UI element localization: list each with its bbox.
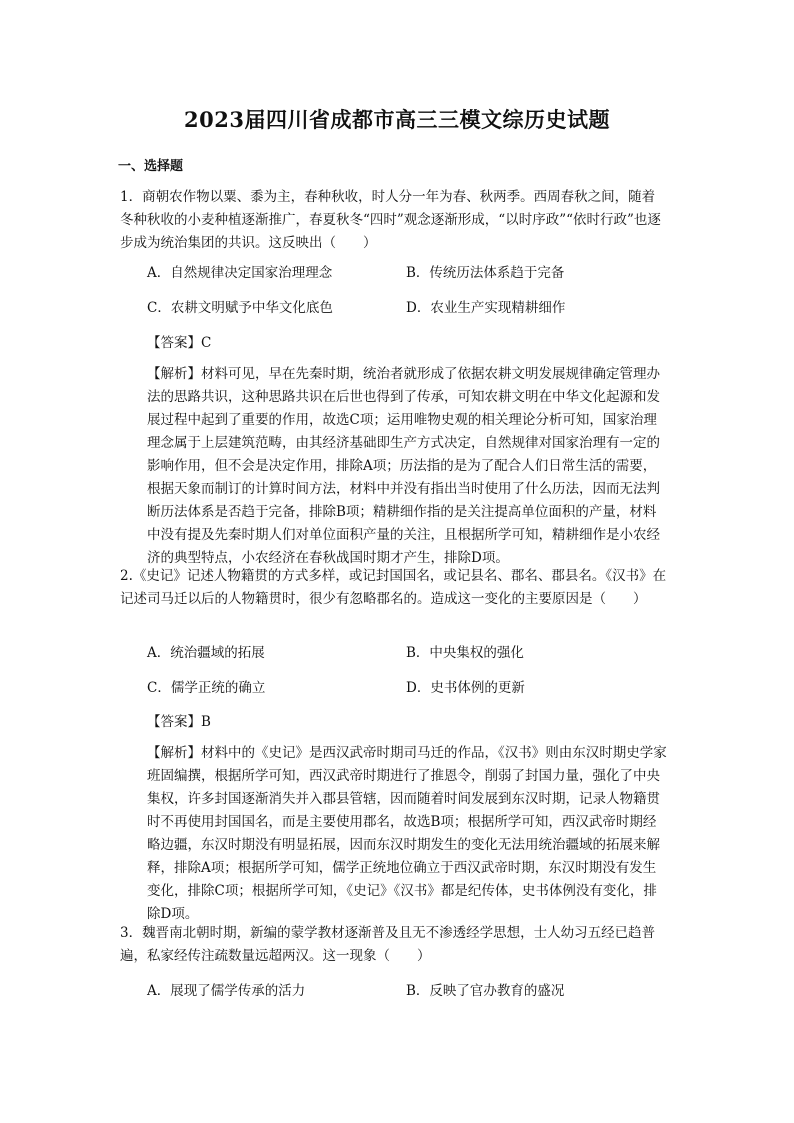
section-heading: 一、选择题: [118, 159, 184, 174]
question-1-option-b: B．传统历法体系趋于完备: [406, 265, 565, 281]
question-3-option-a: A．展现了儒学传承的活力: [147, 983, 306, 999]
question-3-stem: 3．魏晋南北朝时期，新编的蒙学教材逐渐普及且无不渗透经学思想，士人幼习五经已趋普遍，私家经传注疏数量远超两汉。这一现象（ ）: [120, 925, 656, 964]
question-2-stem: 2.《史记》记述人物籍贯的方式多样，或记封国国名，或记县名、郡名、郡县名。《汉书》在记述司马迁以后的人物籍贯时，很少有忽略郡名的。造成这一变化的主要原因是（ ）: [120, 568, 667, 607]
question-1-option-c: C．农耕文明赋予中华文化底色: [147, 300, 333, 316]
question-2-analysis: 【解析】材料中的《史记》是西汉武帝时期司马迁的作品，《汉书》则由东汉时期史学家班固编撰，根据所学可知，西汉武帝时期进行了推恩令，削弱了封国力量，强化了中央集权，许多封国逐渐消失并入郡县管辖，因而随着时间发展到东汉时期，记录人物籍贯时不再使用封国国名，而是主要使用郡名，故选B项；根据所学可知，西汉武帝时期经略边疆，东汉时期没有明显拓展，因而东汉时期发生的变化无法用统治疆域的拓展来解释，排除A项；根据所学可知，儒学正统地位确立于西汉武帝时期，东汉时期没有发生变化，排除C项；根据所学可知，《史记》《汉书》都是纪传体，史书体例没有变化，排除D项。: [147, 745, 667, 922]
question-2-option-c: C．儒学正统的确立: [147, 680, 266, 696]
question-1-option-a: A．自然规律决定国家治理理念: [147, 265, 333, 281]
question-2-option-a: A．统治疆域的拓展: [147, 645, 265, 661]
question-1-option-d: D．农业生产实现精耕细作: [406, 300, 566, 316]
question-2-answer: 【答案】B: [147, 714, 211, 730]
question-1-answer: 【答案】C: [147, 335, 212, 351]
question-2-option-d: D．史书体例的更新: [406, 680, 525, 696]
document-title: 2023届四川省成都市高三三模文综历史试题: [184, 107, 610, 132]
question-1-analysis: 【解析】材料可见，早在先秦时期，统治者就形成了依据农耕文明发展规律确定管理办法的思路共识，这种思路共识在后世也得到了传承，可知农耕文明在中华文化起源和发展过程中起到了重要的作用，故选C项；运用唯物史观的相关理论分析可知，国家治理理念属于上层建筑范畴，由其经济基础即生产方式决定，自然规律对国家治理有一定的影响作用，但不会是决定作用，排除A项；历法指的是为了配合人们日常生活的需要，根据天象而制订的计算时间方法，材料中并没有指出当时使用了什么历法，因而无法判断历法体系是否趋于完备，排除B项；精耕细作指的是关注提高单位面积的产量，材料中没有提及先秦时期人们对单位面积产量的关注，且根据所学可知，精耕细作是小农经济的典型特点，小农经济在春秋战国时期才产生，排除D项。: [147, 366, 660, 566]
question-1-stem: 1．商朝农作物以粟、黍为主，春种秋收，时人分一年为春、秋两季。西周春秋之间，随着冬种秋收的小麦种植逐渐推广，春夏秋冬“四时”观念逐渐形成，“以时序政”“依时行政”也逐步成为统治集团的共识。这反映出（ ）: [120, 189, 661, 251]
question-3-option-b: B．反映了官办教育的盛况: [406, 983, 565, 999]
question-2-option-b: B．中央集权的强化: [406, 645, 524, 661]
